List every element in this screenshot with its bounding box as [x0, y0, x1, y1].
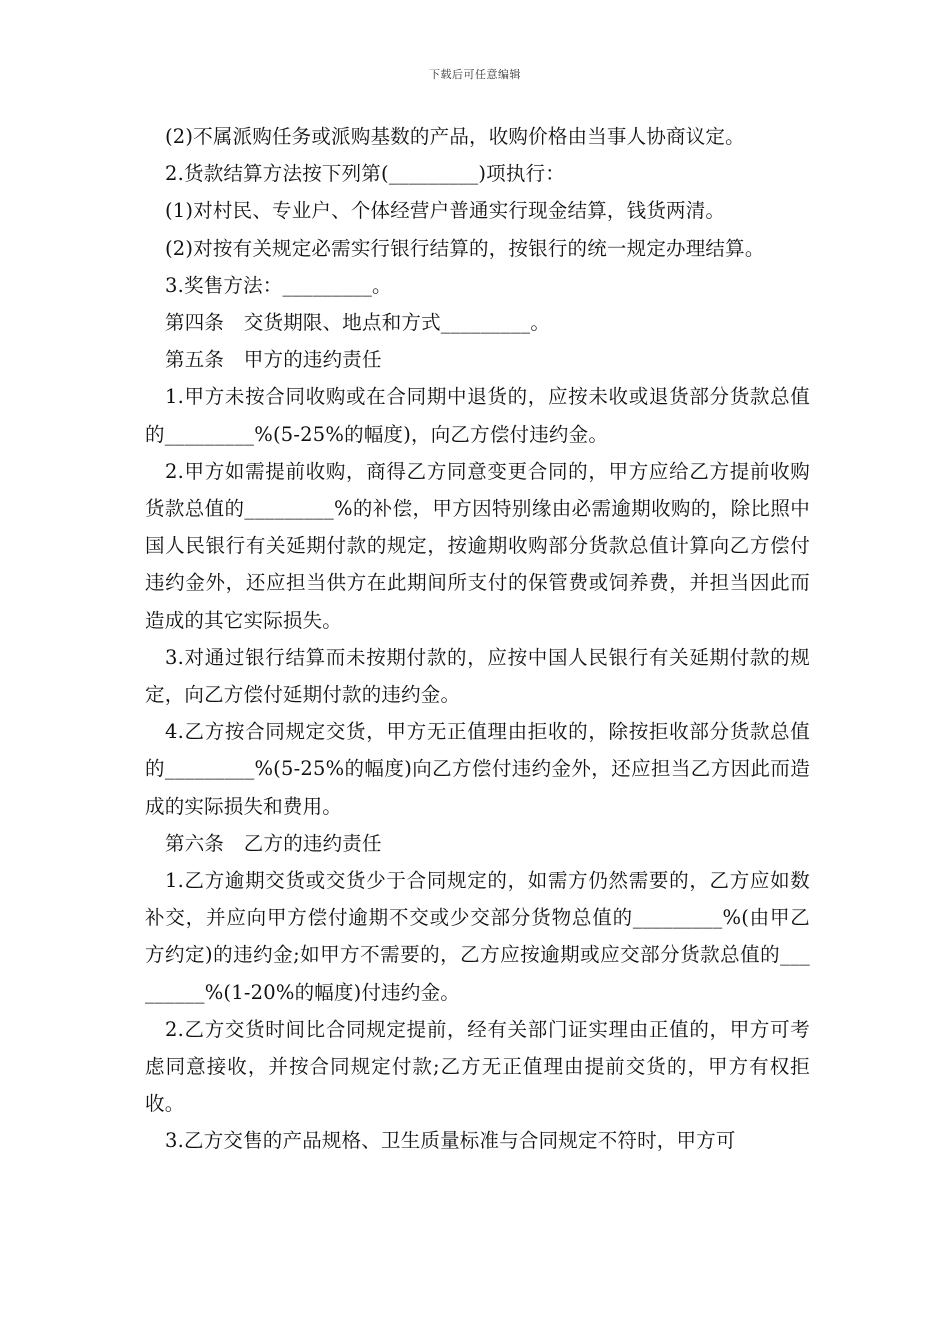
paragraph-bank-settlement: (2)对按有关规定必需实行银行结算的，按银行的统一规定办理结算。	[165, 236, 765, 260]
article-six-heading: 第六条 乙方的违约责任	[165, 831, 382, 855]
paragraph-seller-breach-3: 3.乙方交售的产品规格、卫生质量标准与合同规定不符时，甲方可	[165, 1129, 736, 1153]
paragraph-buyer-breach-4: 4.乙方按合同规定交货，甲方无正值理由拒收的，除按拒收部分货款总值的_________%(5-25%的幅度)向乙方偿付违约金外，还应担当乙方因此而造成的实际损失和费用。	[145, 720, 810, 818]
paragraph-payment-method: 2.货款结算方法按下列第(_________)项执行：	[165, 162, 565, 186]
paragraph-buyer-breach-1: 1.甲方未按合同收购或在合同期中退货的，应按未收或退货部分货款总值的_________%(5-25%的幅度)，向乙方偿付违约金。	[145, 385, 810, 446]
paragraph-buyer-breach-2: 2.甲方如需提前收购，商得乙方同意变更合同的，甲方应给乙方提前收购货款总值的_________%的补偿，甲方因特别缘由必需逾期收购的，除比照中国人民银行有关延期付款的规定，按逾期收购部分货款总值计算向乙方偿付违约金外，还应担当供方在此期间所支付的保管费或饲养费，并担当因此而造成的其它实际损失。	[145, 459, 810, 632]
paragraph-pricing-negotiated: (2)不属派购任务或派购基数的产品，收购价格由当事人协商议定。	[165, 125, 745, 148]
article-four-heading: 第四条 交货期限、地点和方式_________。	[165, 311, 551, 335]
document-body	[145, 118, 810, 1160]
page-header: 下载后可任意编辑	[429, 68, 521, 81]
article-five-heading: 第五条 甲方的违约责任	[165, 348, 382, 372]
paragraph-reward-method: 3.奖售方法：_________。	[165, 273, 392, 297]
paragraph-cash-settlement: (1)对村民、专业户、个体经营户普通实行现金结算，钱货两清。	[165, 199, 726, 223]
paragraph-seller-breach-1: 1.乙方逾期交货或交货少于合同规定的，如需方仍然需要的，乙方应如数补交，并应向甲方偿付逾期不交或少交部分货物总值的_________%(由甲乙方约定)的违约金;如甲方不需要的，乙方应按逾期或应交部分货款总值的_________%(1-20%的幅度)付违约金。	[145, 869, 810, 1004]
paragraph-seller-breach-2: 2.乙方交货时间比合同规定提前，经有关部门证实理由正值的，甲方可考虑同意接收，并按合同规定付款;乙方无正值理由提前交货的，甲方有权拒收。	[145, 1017, 810, 1116]
paragraph-buyer-breach-3: 3.对通过银行结算而未按期付款的，应按中国人民银行有关延期付款的规定，向乙方偿付延期付款的违约金。	[145, 645, 810, 707]
